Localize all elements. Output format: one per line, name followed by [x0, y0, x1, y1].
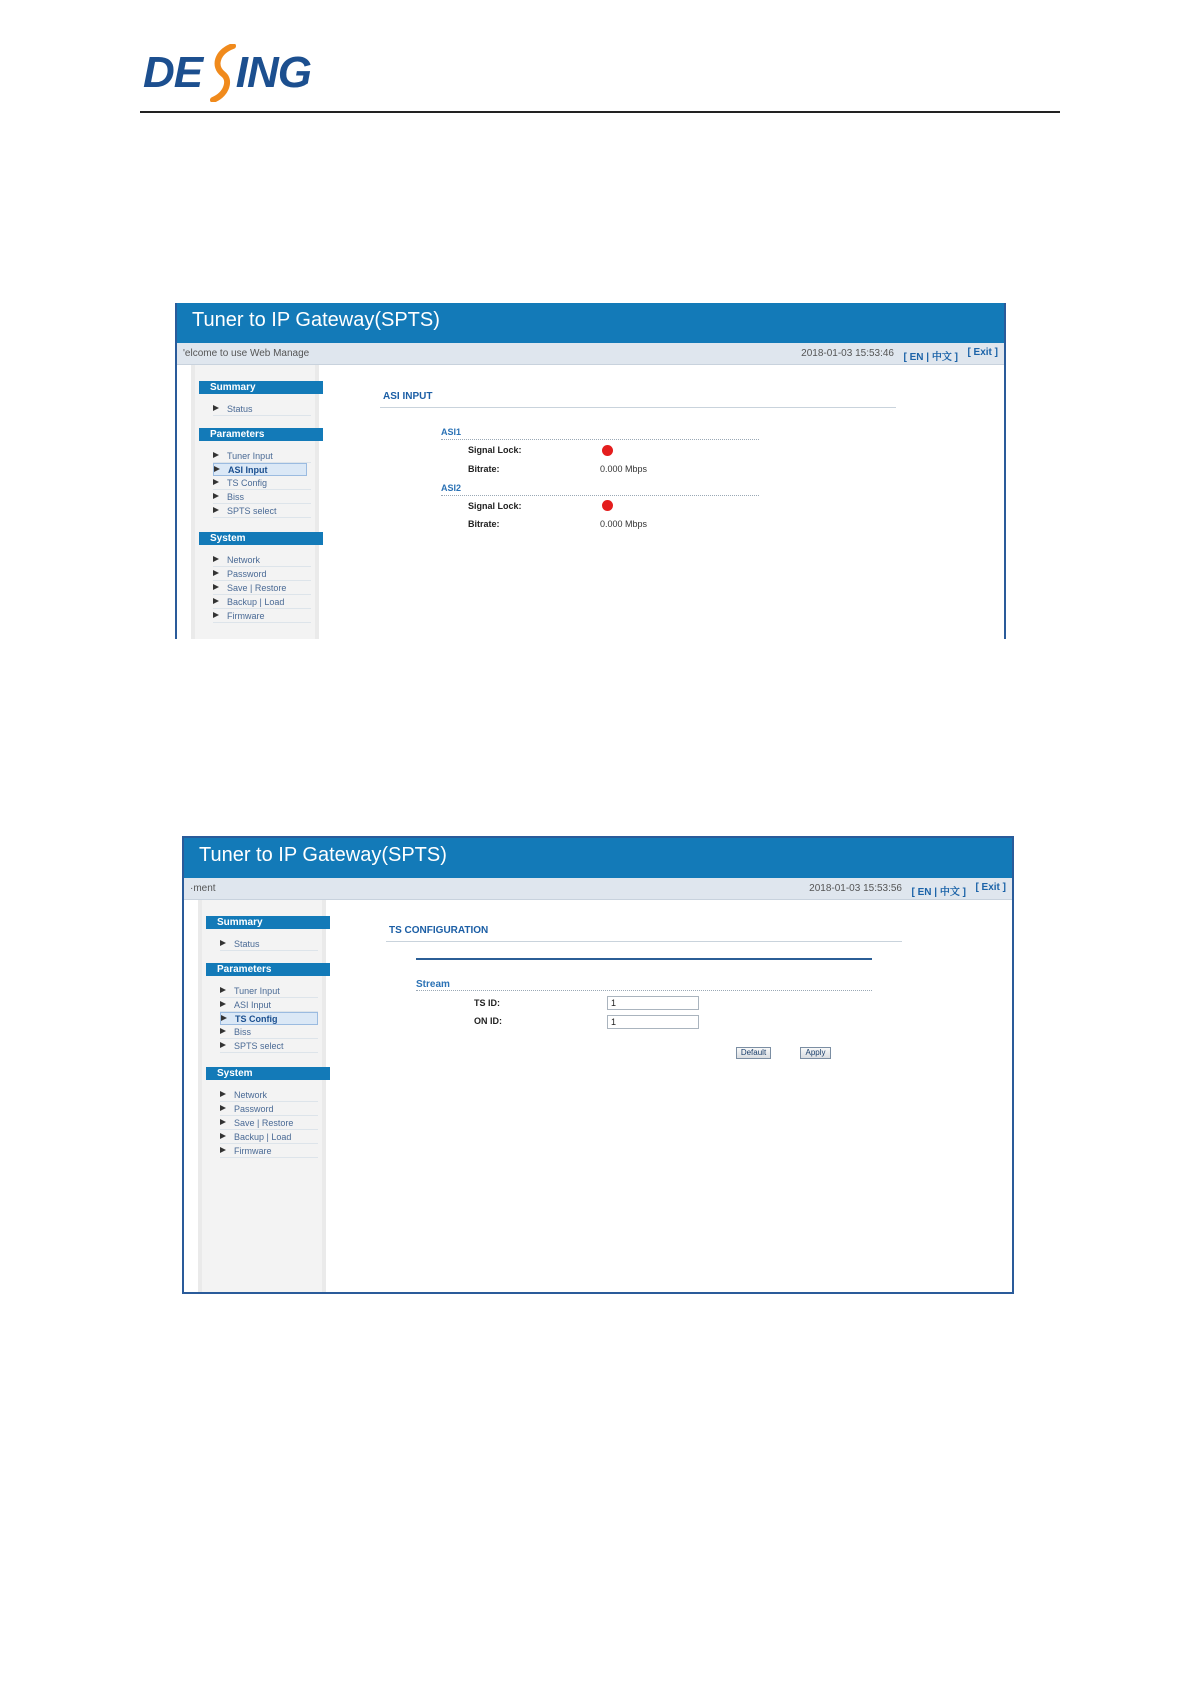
sidebar-item-label: Biss	[234, 1027, 252, 1037]
asi1-signal-lock-led	[602, 445, 613, 456]
app-title: Tuner to IP Gateway(SPTS)	[199, 844, 447, 866]
sidebar-item-label: Password	[234, 1104, 274, 1114]
sidebar-item-biss[interactable]	[220, 1026, 318, 1039]
sidebar-item-label: Firmware	[234, 1146, 272, 1156]
sidebar-item-tuner-input[interactable]	[220, 985, 318, 998]
sidebar	[198, 900, 326, 1292]
sidebar-item-save-restore[interactable]	[213, 582, 311, 595]
arrow-right-icon	[220, 1133, 226, 1139]
arrow-right-icon	[213, 584, 219, 590]
asi1-bitrate-label: Bitrate:	[468, 464, 500, 474]
sidebar-section-system[interactable]: System	[206, 1067, 330, 1080]
sidebar-item-label: Backup | Load	[227, 597, 285, 607]
title-bar	[184, 838, 1012, 878]
sidebar-item-label: Status	[234, 939, 260, 949]
datetime: 2018-01-03 15:53:56	[809, 883, 902, 894]
arrow-right-icon	[213, 556, 219, 562]
sidebar-item-ts-config[interactable]	[220, 1012, 318, 1025]
sidebar-item-firmware[interactable]	[220, 1145, 318, 1158]
arrow-right-icon	[220, 940, 226, 946]
sidebar-section-summary[interactable]: Summary	[206, 916, 330, 929]
stream-heading: Stream	[416, 979, 450, 990]
arrow-right-icon	[214, 466, 220, 472]
asi2-signal-lock-led	[602, 500, 613, 511]
sidebar-item-backup-load[interactable]	[220, 1131, 318, 1144]
arrow-right-icon	[220, 1105, 226, 1111]
arrow-right-icon	[220, 1042, 226, 1048]
sidebar-item-label: SPTS select	[227, 506, 277, 516]
app-title: Tuner to IP Gateway(SPTS)	[192, 309, 440, 331]
asi2-bitrate-label: Bitrate:	[468, 519, 500, 529]
sidebar-item-save-restore[interactable]	[220, 1117, 318, 1130]
sidebar-item-label: Save | Restore	[234, 1118, 294, 1128]
sidebar-item-biss[interactable]	[213, 491, 311, 504]
sidebar-section-summary[interactable]: Summary	[199, 381, 323, 394]
welcome-text: ·ment	[190, 883, 216, 894]
screenshot-ts-configuration	[182, 836, 1014, 1294]
arrow-right-icon	[213, 507, 219, 513]
arrow-right-icon	[220, 1147, 226, 1153]
arrow-right-icon	[220, 1001, 226, 1007]
sidebar-item-password[interactable]	[220, 1103, 318, 1116]
welcome-text: 'elcome to use Web Manage	[183, 348, 310, 359]
arrow-right-icon	[213, 405, 219, 411]
arrow-right-icon	[213, 493, 219, 499]
desing-logo	[143, 40, 313, 106]
arrow-right-icon	[213, 452, 219, 458]
sidebar-item-label: Network	[227, 555, 261, 565]
sidebar-item-backup-load[interactable]	[213, 596, 311, 609]
sidebar-item-tuner-input[interactable]	[213, 450, 311, 463]
asi2-divider	[441, 495, 759, 496]
exit-link[interactable]: [ Exit ]	[967, 347, 998, 358]
section-rule	[416, 958, 872, 960]
asi1-divider	[441, 439, 759, 440]
arrow-right-icon	[220, 1028, 226, 1034]
title-bar	[177, 303, 1004, 343]
ts-id-label: TS ID:	[474, 998, 500, 1008]
sidebar-item-label: SPTS select	[234, 1041, 284, 1051]
default-button[interactable]: Default	[736, 1047, 771, 1059]
header-rule	[140, 111, 1060, 113]
on-id-input[interactable]: 1	[607, 1015, 699, 1029]
ts-id-input[interactable]: 1	[607, 996, 699, 1010]
sidebar-item-spts-select[interactable]	[220, 1040, 318, 1053]
asi2-heading: ASI2	[441, 483, 462, 493]
title-rule	[386, 941, 902, 942]
sidebar-item-label: Backup | Load	[234, 1132, 292, 1142]
arrow-right-icon	[213, 612, 219, 618]
on-id-label: ON ID:	[474, 1016, 502, 1026]
arrow-right-icon	[221, 1015, 227, 1021]
sidebar-section-system[interactable]: System	[199, 532, 323, 545]
arrow-right-icon	[220, 1091, 226, 1097]
sidebar-item-firmware[interactable]	[213, 610, 311, 623]
sidebar-item-label: Status	[227, 404, 253, 414]
status-bar	[177, 343, 1004, 365]
sidebar-item-password[interactable]	[213, 568, 311, 581]
sidebar-item-label: TS Config	[235, 1014, 278, 1024]
logo-swirl-icon	[209, 44, 239, 102]
sidebar-section-parameters[interactable]: Parameters	[199, 428, 323, 441]
asi1-signal-lock-label: Signal Lock:	[468, 445, 522, 455]
page-title: TS CONFIGURATION	[389, 925, 489, 936]
arrow-right-icon	[220, 987, 226, 993]
asi2-signal-lock-label: Signal Lock:	[468, 501, 522, 511]
logo-wordmark: DE ING	[143, 48, 312, 97]
sidebar-item-label: ASI Input	[228, 465, 268, 475]
screenshot-asi-input	[175, 303, 1006, 639]
sidebar-item-status[interactable]	[213, 403, 311, 416]
sidebar-item-ts-config[interactable]	[213, 477, 311, 490]
sidebar-item-label: Password	[227, 569, 267, 579]
sidebar-item-label: Biss	[227, 492, 245, 502]
sidebar-item-label: ASI Input	[234, 1000, 272, 1010]
exit-link[interactable]: [ Exit ]	[975, 882, 1006, 893]
sidebar	[191, 365, 319, 639]
sidebar-item-label: Tuner Input	[234, 986, 280, 996]
arrow-right-icon	[213, 479, 219, 485]
datetime: 2018-01-03 15:53:46	[801, 348, 894, 359]
sidebar-item-status[interactable]	[220, 938, 318, 951]
arrow-right-icon	[213, 570, 219, 576]
sidebar-item-label: Save | Restore	[227, 583, 287, 593]
language-switch[interactable]: [ EN | 中文 ]	[911, 887, 966, 898]
arrow-right-icon	[213, 598, 219, 604]
page-title: ASI INPUT	[383, 391, 433, 402]
status-bar	[184, 878, 1012, 900]
stream-divider	[416, 990, 872, 991]
apply-button[interactable]: Apply	[800, 1047, 831, 1059]
sidebar-item-network[interactable]	[220, 1089, 318, 1102]
title-rule	[380, 407, 896, 408]
asi1-heading: ASI1	[441, 427, 462, 437]
sidebar-section-parameters[interactable]: Parameters	[206, 963, 330, 976]
sidebar-item-network[interactable]	[213, 554, 311, 567]
language-switch[interactable]: [ EN | 中文 ]	[903, 352, 958, 363]
sidebar-item-label: Firmware	[227, 611, 265, 621]
sidebar-item-asi-input[interactable]	[220, 999, 318, 1012]
asi1-bitrate-value: 0.000 Mbps	[600, 464, 648, 474]
sidebar-item-label: Network	[234, 1090, 268, 1100]
sidebar-item-label: TS Config	[227, 478, 268, 488]
arrow-right-icon	[220, 1119, 226, 1125]
sidebar-item-asi-input[interactable]	[213, 463, 307, 476]
sidebar-item-label: Tuner Input	[227, 451, 273, 461]
asi2-bitrate-value: 0.000 Mbps	[600, 519, 648, 529]
sidebar-item-spts-select[interactable]	[213, 505, 311, 518]
